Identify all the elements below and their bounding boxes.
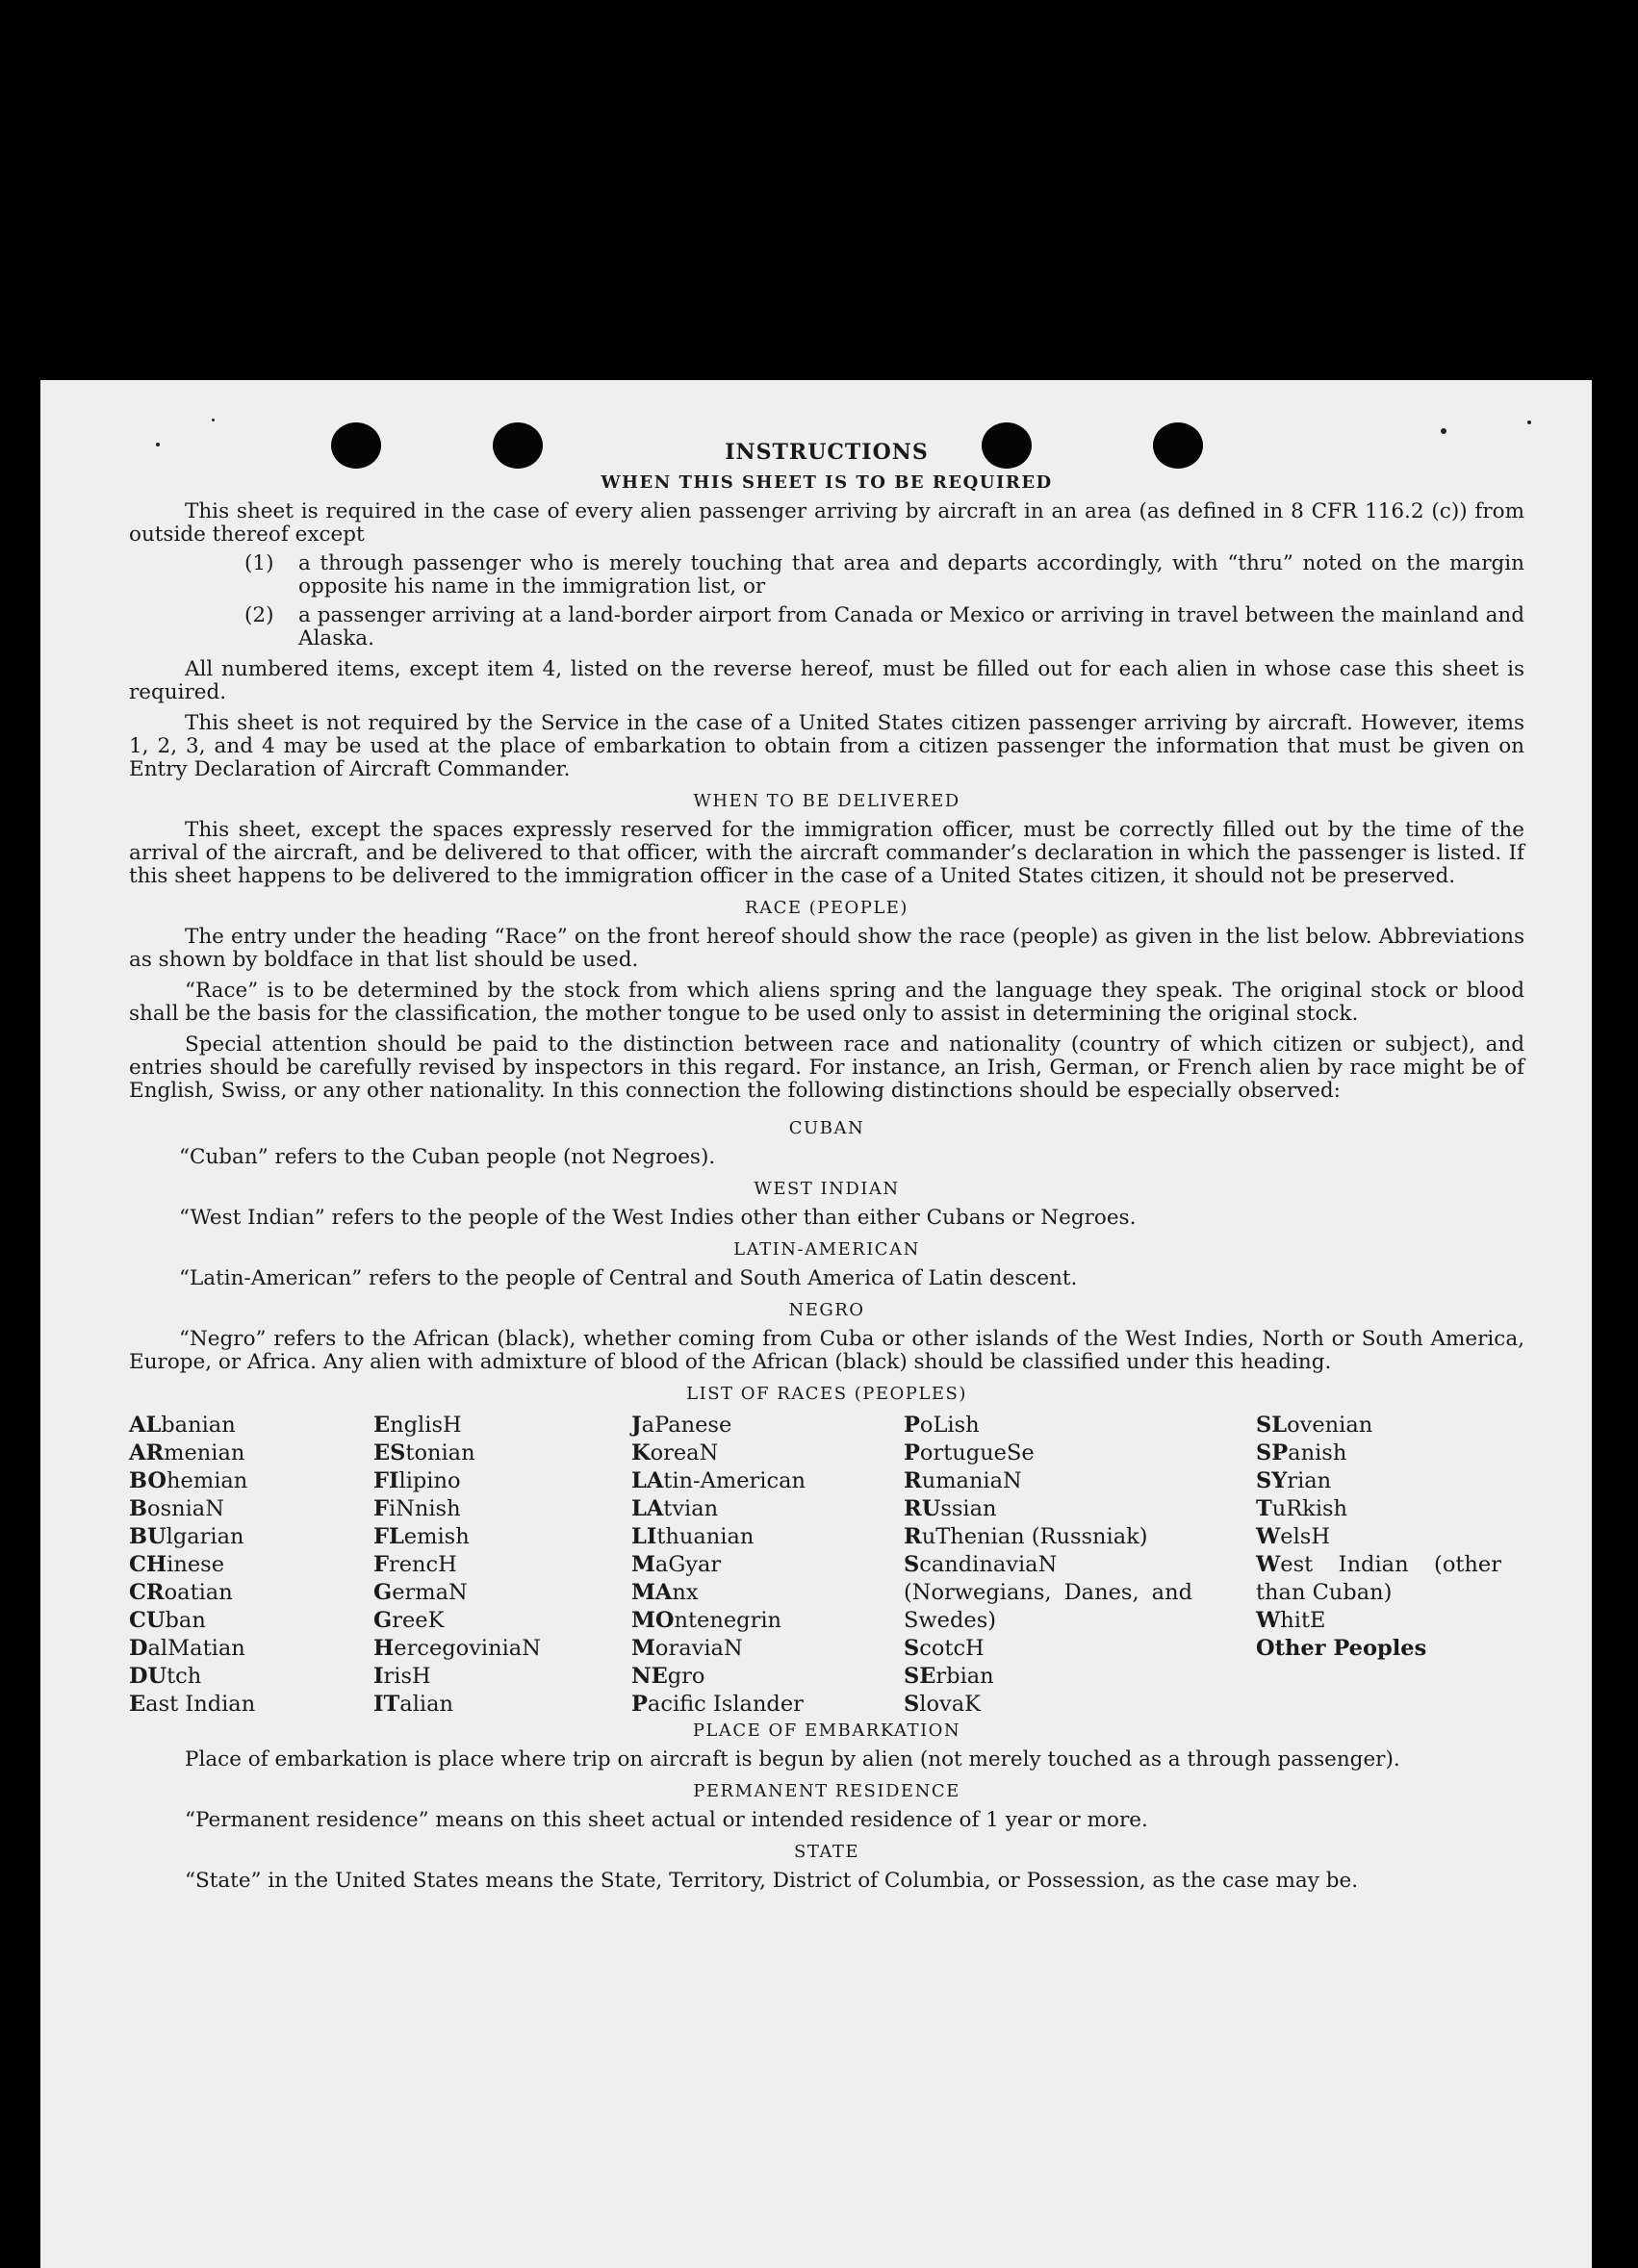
race-item: LAtin-American (631, 1468, 806, 1493)
heading-negro: NEGRO (788, 1300, 865, 1320)
punch-hole (331, 422, 381, 469)
item-number: (2) (244, 603, 274, 627)
race-item: LIthuanian (631, 1524, 755, 1549)
race-item: Pacific Islander (631, 1692, 804, 1717)
race-column-3 (631, 1412, 904, 1719)
race-item: RuThenian (Russniak) (904, 1524, 1148, 1549)
race-column-1 (129, 1412, 373, 1719)
heading-when-delivered: WHEN TO BE DELIVERED (693, 791, 960, 811)
race-paragraph-3: Special attention should be paid to the distinction between race and nationality (country of which citizen or subject), and entries should be carefully revised by inspectors in this regard. For instance, an Irish, German, or French alien by race might be of English, Swiss, or any other nationality. In this connection the following distinctions should be especially observed: (129, 1032, 1524, 1103)
instruction-sheet (40, 380, 1592, 2268)
race-item: NEgro (631, 1664, 705, 1689)
race-column-5 (1256, 1412, 1501, 1719)
race-item: WhitE (1256, 1608, 1326, 1633)
item-number: (1) (244, 551, 274, 575)
heading-when-required: WHEN THIS SHEET IS TO BE REQUIRED (601, 472, 1053, 493)
race-item: CRoatian (129, 1580, 233, 1605)
race-paragraph-1: The entry under the heading “Race” on the front hereof should show the race (people) as given in the list below. Abbreviations as shown by boldface in that list should be used. (129, 925, 1524, 972)
race-item: HercegoviniaN (373, 1636, 541, 1661)
speck (1441, 428, 1446, 434)
item-text: a passenger arriving at a land-border airport from Canada or Mexico or arriving in travel between the mainland and Alaska. (298, 603, 1524, 650)
race-item: BUlgarian (129, 1524, 244, 1549)
race-item: BosniaN (129, 1496, 224, 1521)
race-item: ScandinaviaN (Norwegians, Danes, and Swedes) (904, 1552, 1192, 1633)
race-item: DUtch (129, 1664, 202, 1689)
residence-paragraph: “Permanent residence” means on this sheet actual or intended residence of 1 year or more. (185, 1808, 1148, 1832)
embarkation-paragraph: Place of embarkation is place where trip on aircraft is begun by alien (not merely touched as a through passenger). (185, 1747, 1400, 1771)
race-item: GreeK (373, 1608, 445, 1633)
race-paragraph-2: “Race” is to be determined by the stock from which aliens spring and the language they speak. The original stock or blood shall be the basis for the classification, the mother tongue to be used only to assist in determining the original stock. (129, 979, 1524, 1026)
citizen-paragraph: This sheet is not required by the Service in the case of a United States citizen passenger arriving by aircraft. However, items 1, 2, 3, and 4 may be used at the place of embarkation to obtain from a citizen passenger the information that must be given on Entry Declaration of Aircraft Commander. (129, 711, 1524, 781)
west-indian-definition: “West Indian” refers to the people of the West Indies other than either Cubans or Negroes. (179, 1206, 1137, 1230)
race-item: ScotcH (904, 1636, 985, 1661)
race-item: MoraviaN (631, 1636, 743, 1661)
exception-item-2 (244, 604, 1524, 650)
race-item: West Indian (other than Cuban) (1256, 1552, 1501, 1605)
race-item: JaPanese (631, 1413, 732, 1438)
heading-place-of-embarkation: PLACE OF EMBARKATION (692, 1720, 961, 1741)
race-item: FrencH (373, 1552, 457, 1577)
heading-cuban: CUBAN (788, 1118, 865, 1138)
race-item: ALbanian (129, 1413, 236, 1438)
race-item: SErbian (904, 1664, 994, 1689)
race-item: EnglisH (373, 1413, 462, 1438)
race-item: GermaN (373, 1580, 468, 1605)
race-item: RumaniaN (904, 1468, 1022, 1493)
race-item: SlovaK (904, 1692, 981, 1717)
numbered-items-paragraph: All numbered items, except item 4, listed on the reverse hereof, must be filled out for each alien in whose case this sheet is required. (129, 657, 1524, 704)
intro-paragraph: This sheet is required in the case of every alien passenger arriving by aircraft in an area (as defined in 8 CFR 116.2 (c)) from outside thereof except (129, 499, 1524, 547)
race-item: MOntenegrin (631, 1608, 782, 1633)
punch-hole (1153, 422, 1203, 469)
race-item: SLovenian (1256, 1413, 1373, 1438)
latin-american-definition: “Latin-American” refers to the people of Central and South America of Latin descent. (179, 1266, 1078, 1290)
race-item: East Indian (129, 1692, 256, 1717)
page-title: INSTRUCTIONS (725, 440, 929, 465)
punch-hole (982, 422, 1032, 469)
speck (1527, 420, 1531, 424)
race-column-2 (373, 1412, 631, 1719)
cuban-definition: “Cuban” refers to the Cuban people (not Negroes). (179, 1145, 716, 1169)
punch-hole (493, 422, 543, 469)
list-of-races (129, 1412, 1524, 1719)
speck (156, 443, 160, 446)
race-item: TuRkish (1256, 1496, 1348, 1521)
race-item: IrisH (373, 1664, 431, 1689)
race-item: SPanish (1256, 1440, 1347, 1465)
heading-permanent-residence: PERMANENT RESIDENCE (693, 1781, 960, 1801)
heading-west-indian: WEST INDIAN (754, 1179, 900, 1199)
race-item: LAtvian (631, 1496, 719, 1521)
race-item: Other Peoples (1256, 1636, 1427, 1661)
race-item: WelsH (1256, 1524, 1330, 1549)
heading-latin-american: LATIN-AMERICAN (733, 1239, 920, 1260)
race-item: FiNnish (373, 1496, 461, 1521)
race-item: FLemish (373, 1524, 470, 1549)
negro-definition: “Negro” refers to the African (black), whether coming from Cuba or other islands of the West Indies, North or South America, Europe, or Africa. Any alien with admixture of blood of the African (black) should be classified under this heading. (129, 1327, 1524, 1374)
speck (212, 419, 215, 421)
heading-list-of-races: LIST OF RACES (PEOPLES) (686, 1384, 967, 1404)
race-item: MAnx (631, 1580, 699, 1605)
race-item: FIlipino (373, 1468, 461, 1493)
heading-state: STATE (793, 1842, 859, 1862)
race-item: KoreaN (631, 1440, 719, 1465)
heading-race: RACE (PEOPLE) (745, 898, 909, 918)
state-paragraph: “State” in the United States means the State, Territory, District of Columbia, or Possession, as the case may be. (185, 1869, 1359, 1893)
race-item: RUssian (904, 1496, 997, 1521)
delivery-paragraph: This sheet, except the spaces expressly reserved for the immigration officer, must be correctly filled out by the time of the arrival of the aircraft, and be delivered to that officer, with the aircraft commander’s declaration in which the passenger is listed. If this sheet happens to be delivered to the immigration officer in the case of a United States citizen, it should not be preserved. (129, 818, 1524, 888)
race-item: MaGyar (631, 1552, 722, 1577)
race-item: SYrian (1256, 1468, 1332, 1493)
race-column-4 (904, 1412, 1192, 1719)
race-item: EStonian (373, 1440, 475, 1465)
race-item: PoLish (904, 1413, 980, 1438)
race-item: PortugueSe (904, 1440, 1035, 1465)
exception-item-1 (244, 552, 1524, 599)
item-text: a through passenger who is merely touching that area and departs accordingly, with “thru” noted on the margin opposite his name in the immigration list, or (298, 551, 1524, 599)
race-item: CUban (129, 1608, 206, 1633)
race-item: ITalian (373, 1692, 453, 1717)
race-item: ARmenian (129, 1440, 245, 1465)
race-item: DalMatian (129, 1636, 245, 1661)
race-item: CHinese (129, 1552, 225, 1577)
race-item: BOhemian (129, 1468, 248, 1493)
